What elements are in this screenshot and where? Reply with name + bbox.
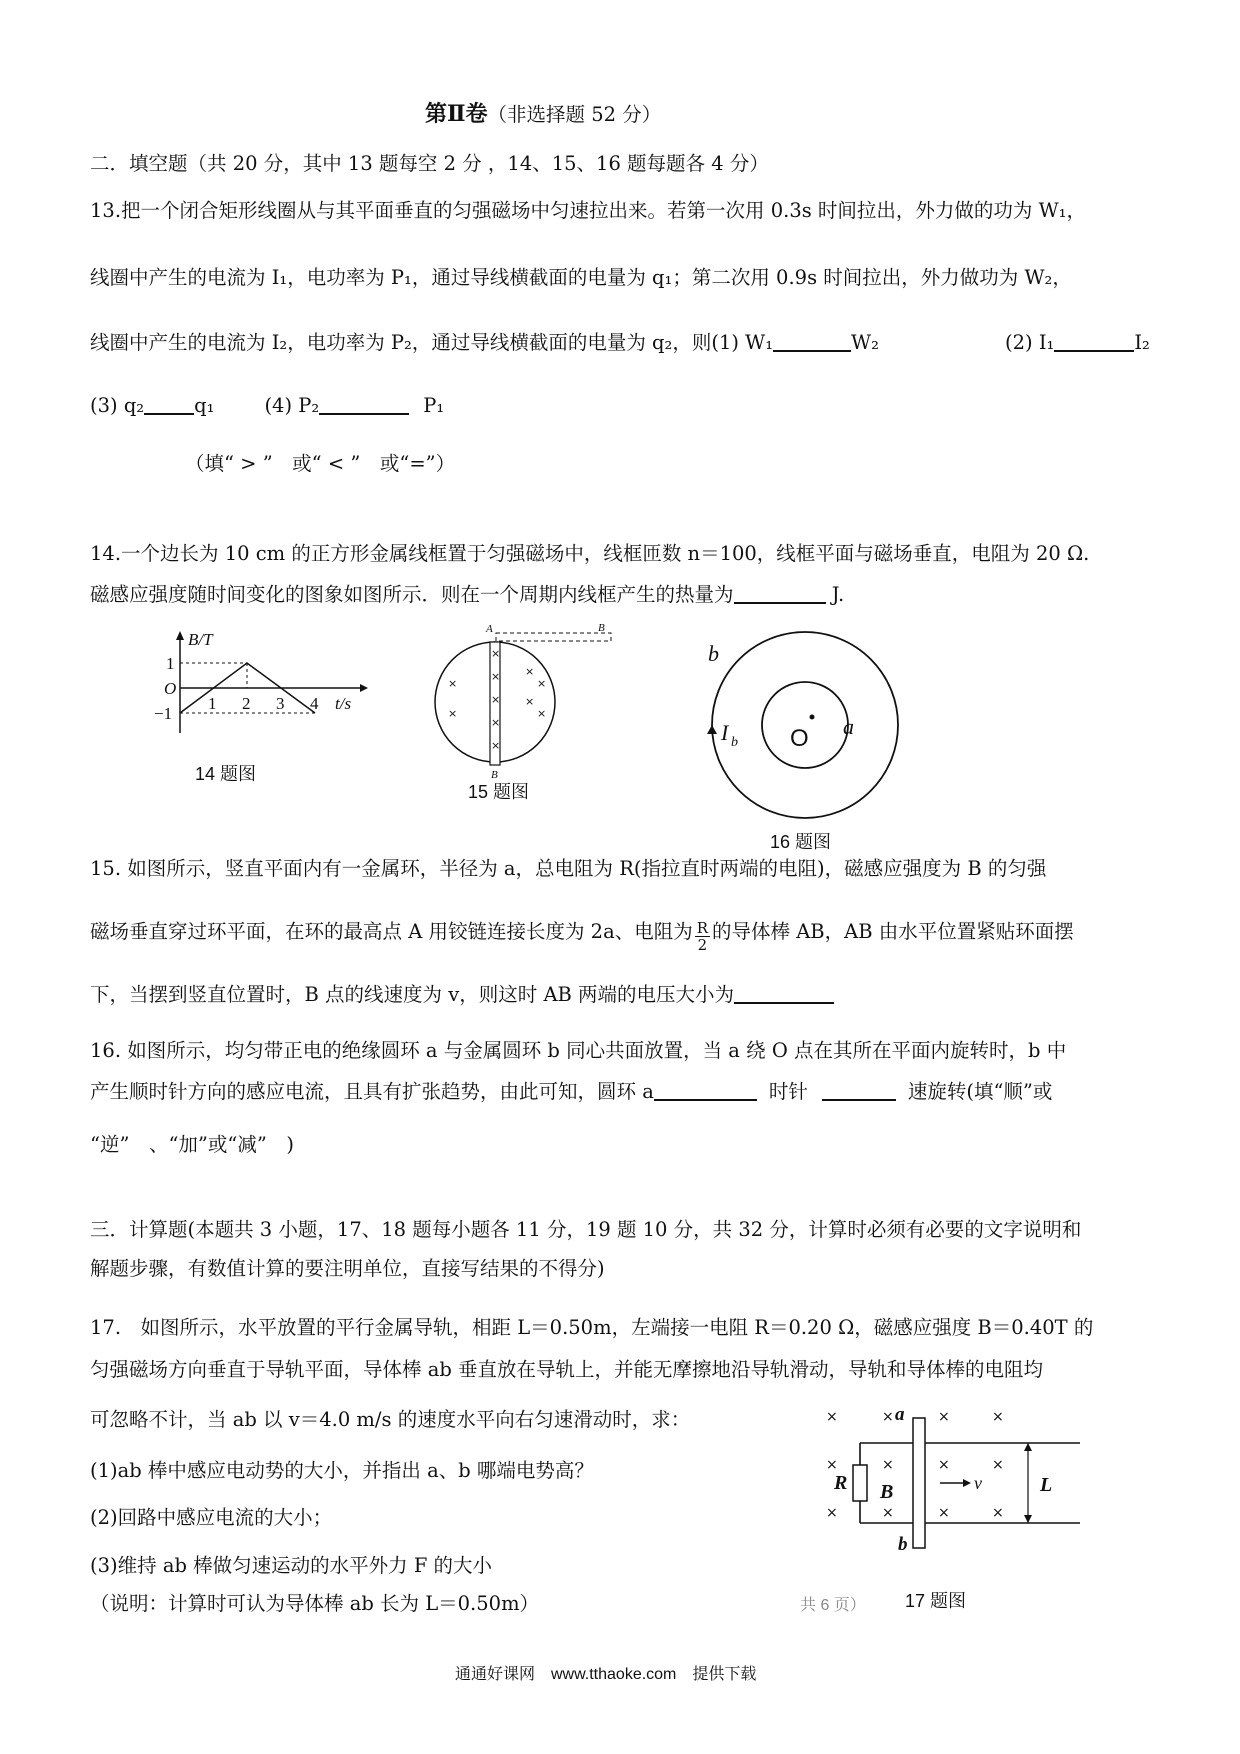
x-tick-2: 2 — [242, 694, 251, 713]
answer-blank-direction[interactable] — [654, 1079, 757, 1101]
field-mark: × — [882, 1457, 894, 1473]
q17-line3: 可忽略不计，当 ab 以 v＝4.0 m/s 的速度水平向右匀速滑动时，求： — [90, 1408, 691, 1431]
field-mark: × — [826, 1457, 838, 1473]
x-tick-4: 4 — [310, 694, 319, 713]
answer-blank-voltage[interactable] — [734, 982, 834, 1004]
figure-15-ring — [430, 620, 660, 805]
answer-blank-speed[interactable] — [822, 1079, 896, 1101]
q13-line2: 线圈中产生的电流为 I₁，电功率为 P₁，通过导线横截面的电量为 q₁；第二次用 0.9s 时间拉出，外力做功为 W₂， — [90, 266, 1072, 289]
field-mark: × — [938, 1457, 950, 1473]
center-dot — [810, 715, 815, 720]
q17-line2: 匀强磁场方向垂直于导轨平面，导体棒 ab 垂直放在导轨上，并能无摩擦地沿导轨滑动，导轨和导体棒的电阻均 — [90, 1358, 1044, 1381]
figure-14-caption: 14 题图 — [195, 764, 257, 784]
field-mark: × — [448, 707, 458, 720]
q13-line3 — [90, 330, 879, 356]
width-arrow-bottom — [1024, 1515, 1032, 1523]
fig16-label-sub: b — [731, 735, 738, 750]
field-mark: × — [491, 693, 501, 706]
fig15-label-b-bottom: B — [491, 769, 498, 781]
fig16-label-i: I — [721, 720, 729, 745]
q16-line2 — [90, 1079, 1052, 1105]
fig16-label-a: a — [843, 714, 854, 739]
q16-line2-text-b: 时针 — [768, 1080, 808, 1103]
footer-source: 通通好课网 www.tthaoke.com 提供下载 — [455, 1666, 757, 1683]
current-arrow — [707, 725, 717, 734]
y-tick-neg1: −1 — [154, 704, 173, 723]
q13-i1: (2) I₁ — [1005, 331, 1055, 354]
q14-line1: 14.一个边长为 10 cm 的正方形金属线框置于匀强磁场中，线框匝数 n＝100，线框平面与磁场垂直，电阻为 20 Ω. — [90, 542, 1090, 565]
answer-blank-q[interactable] — [144, 393, 194, 415]
q13-hint: （填“ > ” 或“ < ” 或“=”） — [185, 452, 456, 475]
x-axis-arrow — [360, 684, 368, 692]
section3-line2: 解题步骤，有数值计算的要注明单位，直接写结果的不得分) — [90, 1257, 605, 1280]
fraction-denominator: 2 — [697, 936, 708, 954]
fig17-label-r: R — [834, 1472, 848, 1494]
field-mark: × — [525, 665, 535, 678]
q14-unit: J. — [831, 583, 845, 606]
q13-line3-part2 — [1005, 330, 1150, 356]
q16-line2-text-a: 产生顺时针方向的感应电流，且具有扩张趋势，由此可知，圆环 a — [90, 1080, 654, 1103]
velocity-arrowhead — [963, 1479, 971, 1487]
field-mark: × — [448, 677, 458, 690]
field-mark: × — [882, 1505, 894, 1521]
q15-line1: 15. 如图所示，竖直平面内有一金属环，半径为 a，总电阻为 R(指拉直时两端的电阻)，磁感应强度为 B 的匀强 — [90, 857, 1047, 880]
q17-part2: (2)回路中感应电流的大小； — [90, 1506, 333, 1529]
fig16-label-o: O — [790, 725, 809, 752]
fig17-faint-text: 共 6 页） — [800, 1597, 866, 1614]
q17-part3: (3)维持 ab 棒做匀速运动的水平外力 F 的大小 — [90, 1554, 493, 1577]
q15-line3-text: 下，当摆到竖直位置时，B 点的线速度为 v，则这时 AB 两端的电压大小为 — [90, 983, 735, 1006]
fig17-label-a: a — [895, 1404, 905, 1425]
field-mark: × — [938, 1505, 950, 1521]
field-mark: × — [491, 670, 501, 683]
q15-line2 — [90, 919, 1074, 953]
q13-q2: (3) q₂ — [90, 394, 145, 417]
resistor — [853, 1465, 867, 1501]
field-mark: × — [826, 1409, 838, 1425]
answer-blank-heat[interactable] — [734, 582, 826, 604]
q17-line1: 17. 如图所示，水平放置的平行金属导轨，相距 L＝0.50m，左端接一电阻 R＝0.20 Ω，磁感应强度 B＝0.40T 的 — [90, 1316, 1094, 1339]
y-axis-label: B/T — [188, 630, 213, 649]
x-tick-1: 1 — [208, 694, 217, 713]
q17-part1: (1)ab 棒中感应电动势的大小，并指出 a、b 哪端电势高？ — [90, 1459, 594, 1482]
fig15-label-b-top: B — [598, 622, 605, 634]
fraction-r-over-2 — [695, 920, 710, 953]
field-mark: × — [491, 647, 501, 660]
section3-line1: 三．计算题(本题共 3 小题，17、18 题每小题各 11 分，19 题 10 分，共 32 分，计算时必须有必要的文字说明和 — [90, 1218, 1082, 1241]
y-axis-arrow — [176, 631, 184, 640]
x-tick-3: 3 — [276, 694, 285, 713]
field-mark: × — [882, 1409, 894, 1425]
section-title — [425, 101, 661, 128]
q13-p1: P₁ — [423, 394, 445, 417]
answer-blank-p[interactable] — [319, 393, 409, 415]
figure-16-caption: 16 题图 — [770, 832, 832, 852]
field-mark: × — [491, 716, 501, 729]
fig17-label-l: L — [1040, 1474, 1053, 1496]
fig15-label-a: A — [486, 623, 493, 635]
fraction-numerator: R — [696, 919, 709, 937]
figure-17-rails — [800, 1385, 1100, 1625]
q17-note: （说明：计算时可认为导体棒 ab 长为 L＝0.50m） — [90, 1592, 540, 1615]
field-mark: × — [537, 707, 547, 720]
fig17-label-bfield: B — [880, 1481, 894, 1503]
origin-label: O — [164, 679, 177, 698]
fig17-label-b: b — [898, 1534, 908, 1555]
q13-p2: (4) P₂ — [264, 394, 320, 417]
q14-line2 — [90, 582, 844, 608]
width-arrow-top — [1024, 1443, 1032, 1451]
figure-17-caption: 17 题图 — [905, 1591, 967, 1611]
q13-line1: 13.把一个闭合矩形线圈从与其平面垂直的匀强磁场中匀速拉出来。若第一次用 0.3s 时间拉出，外力做的功为 W₁， — [90, 199, 1086, 222]
q13-i2: I₂ — [1134, 331, 1150, 354]
y-tick-1: 1 — [166, 654, 175, 673]
section-title-main: 第Ⅱ卷 — [425, 101, 488, 127]
q13-line4 — [90, 393, 444, 419]
section2-heading: 二．填空题（共 20 分，其中 13 题每空 2 分 ，14、15、16 题每题各 4 分） — [90, 152, 769, 175]
q13-line3-text: 线圈中产生的电流为 I₂，电功率为 P₂，通过导线横截面的电量为 q₂，则(1) W₁ — [90, 331, 774, 354]
field-mark: × — [992, 1457, 1004, 1473]
q16-line1: 16. 如图所示，均匀带正电的绝缘圆环 a 与金属圆环 b 同心共面放置，当 a 绕 O 点在其所在平面内旋转时，b 中 — [90, 1039, 1067, 1062]
field-mark: × — [826, 1505, 838, 1521]
figure-16-rings — [700, 630, 930, 855]
fig17-label-v: v — [974, 1473, 982, 1493]
q15-line2-text-a: 磁场垂直穿过环平面，在环的最高点 A 用铰链连接长度为 2a、电阻为 — [90, 920, 693, 943]
field-mark: × — [525, 695, 535, 708]
conductor-rod — [913, 1418, 925, 1548]
section-title-note: （非选择题 52 分） — [487, 103, 662, 126]
field-mark: × — [992, 1409, 1004, 1425]
field-mark: × — [938, 1409, 950, 1425]
figure-14-graph — [150, 628, 370, 793]
field-mark: × — [992, 1505, 1004, 1521]
rod-horizontal — [496, 633, 611, 641]
figure-15-caption: 15 题图 — [468, 782, 530, 802]
q15-line2-text-b: 的导体棒 AB，AB 由水平位置紧贴环面摆 — [712, 920, 1074, 943]
q16-line3: “逆” 、“加”或“减” ) — [90, 1133, 294, 1156]
field-mark: × — [491, 739, 501, 752]
q13-q1: q₁ — [194, 394, 215, 417]
q16-line2-text-c: 速旋转(填“顺”或 — [907, 1080, 1053, 1103]
q13-w2: W₂ — [851, 331, 879, 354]
fig16-label-b: b — [708, 641, 719, 666]
x-axis-label: t/s — [335, 694, 352, 713]
q15-line3 — [90, 982, 834, 1008]
field-mark: × — [537, 677, 547, 690]
answer-blank-i[interactable] — [1054, 330, 1134, 352]
answer-blank-w[interactable] — [773, 330, 851, 352]
q14-line2-text: 磁感应强度随时间变化的图象如图所示．则在一个周期内线框产生的热量为 — [90, 583, 734, 606]
